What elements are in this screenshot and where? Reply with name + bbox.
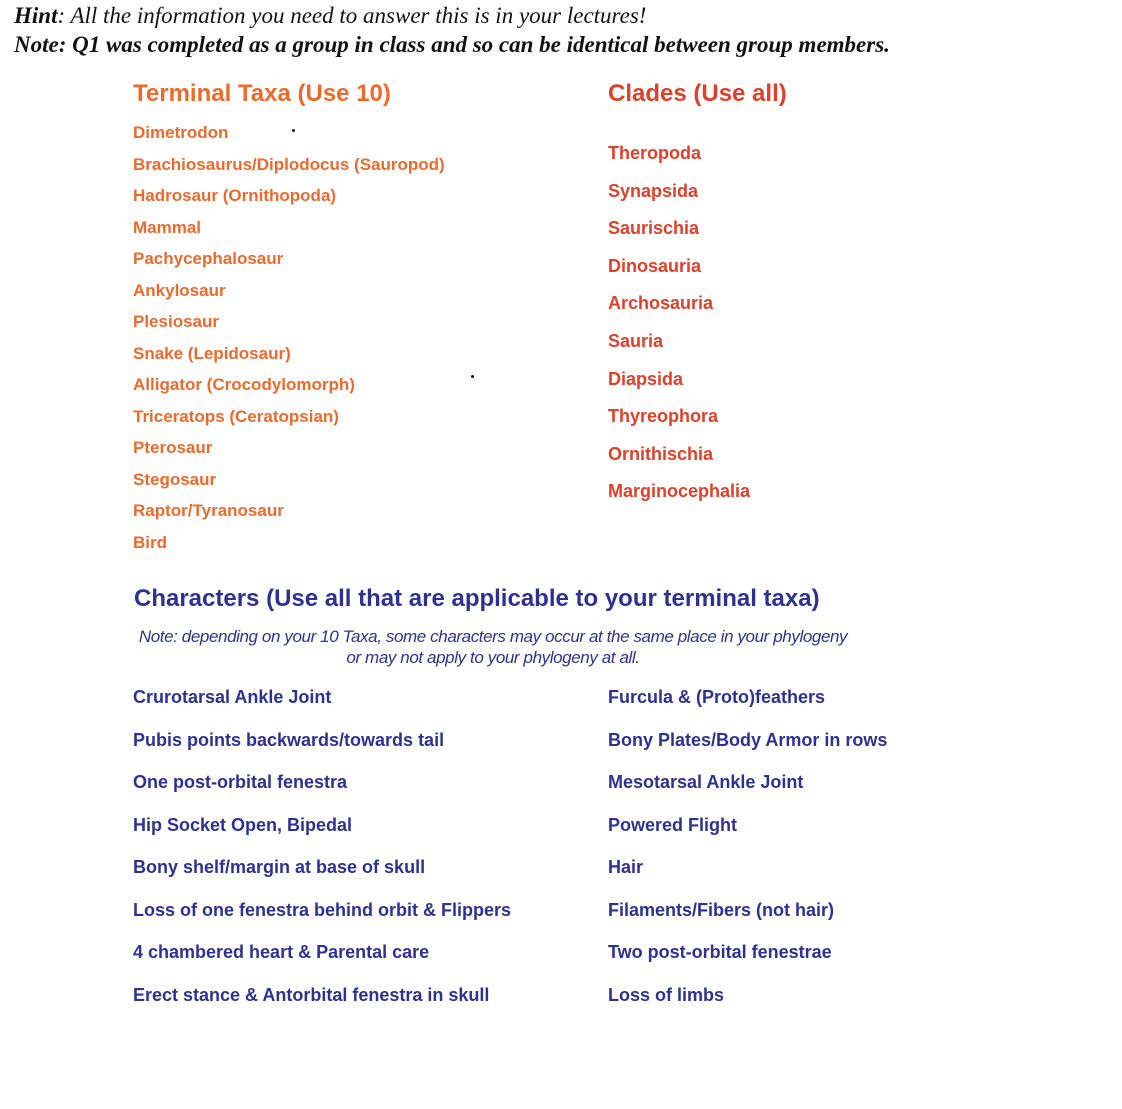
character-item: 4 chambered heart & Parental care: [133, 942, 430, 962]
character-item: Bony shelf/margin at base of skull: [133, 857, 426, 877]
taxon-item: Triceratops (Ceratopsian): [133, 406, 339, 426]
character-item: Filaments/Fibers (not hair): [608, 899, 835, 920]
character-item: Furcula & (Proto)feathers: [608, 687, 826, 707]
taxon-item: Alligator (Crocodylomorph): [133, 375, 355, 394]
terminal-taxa-heading: Terminal Taxa (Use 10): [133, 80, 391, 107]
clade-item: Diapsida: [608, 368, 684, 389]
taxon-item: Bird: [133, 532, 167, 552]
character-item: Hip Socket Open, Bipedal: [133, 814, 353, 835]
character-item: Loss of limbs: [608, 984, 725, 1005]
hint-line: [14, 2, 646, 30]
stray-dot: [292, 129, 295, 132]
character-item: Erect stance & Antorbital fenestra in skull: [133, 984, 490, 1005]
characters-note: [60, 626, 926, 668]
character-item: Powered Flight: [608, 814, 738, 835]
taxon-item: Mammal: [133, 217, 202, 237]
clades-list: [608, 142, 750, 518]
characters-note-line: or may not apply to your phylogeny at all.: [346, 648, 640, 667]
character-item: Pubis points backwards/towards tail: [133, 729, 445, 750]
taxon-item: Stegosaur: [133, 469, 217, 489]
stray-dot: [471, 375, 474, 378]
clade-item: Theropoda: [608, 143, 701, 163]
clade-item: Synapsida: [608, 180, 699, 201]
clade-item: Sauria: [608, 330, 664, 351]
taxon-item: Plesiosaur: [133, 312, 219, 331]
character-item: One post-orbital fenestra: [133, 772, 348, 792]
clade-item: Ornithischia: [608, 443, 714, 464]
character-item: Two post-orbital fenestrae: [608, 942, 832, 962]
terminal-taxa-list: [133, 122, 445, 563]
characters-heading: Characters (Use all that are applicable to your terminal taxa): [134, 585, 820, 612]
hint-label: Hint: [14, 3, 58, 28]
clade-item: Thyreophora: [608, 406, 719, 427]
character-item: Bony Plates/Body Armor in rows: [608, 729, 888, 750]
character-item: Crurotarsal Ankle Joint: [133, 687, 332, 707]
taxon-item: Raptor/Tyranosaur: [133, 501, 284, 520]
taxon-item: Ankylosaur: [133, 280, 226, 300]
characters-list-left: [133, 685, 511, 1025]
characters-note-line: Note: depending on your 10 Taxa, some characters may occur at the same place in your phylogeny: [138, 627, 848, 646]
clade-item: Marginocephalia: [608, 481, 751, 502]
clades-heading: Clades (Use all): [608, 80, 787, 107]
taxon-item: Brachiosaurus/Diplodocus (Sauropod): [133, 154, 445, 174]
character-item: Hair: [608, 857, 644, 877]
taxon-item: Dimetrodon: [133, 123, 229, 142]
taxon-item: Pterosaur: [133, 438, 213, 457]
group-note: Note: Q1 was completed as a group in class and so can be identical between group members.: [14, 32, 890, 57]
characters-list-right: [608, 685, 887, 1025]
character-item: Mesotarsal Ankle Joint: [608, 772, 804, 792]
clade-item: Saurischia: [608, 218, 700, 239]
character-item: Loss of one fenestra behind orbit & Flippers: [133, 899, 512, 920]
hint-text: : All the information you need to answer this is in your lectures!: [57, 3, 647, 28]
clade-item: Dinosauria: [608, 255, 702, 276]
taxon-item: Pachycephalosaur: [133, 249, 284, 268]
taxon-item: Hadrosaur (Ornithopoda): [133, 186, 337, 205]
taxon-item: Snake (Lepidosaur): [133, 343, 291, 363]
clade-item: Archosauria: [608, 293, 714, 314]
